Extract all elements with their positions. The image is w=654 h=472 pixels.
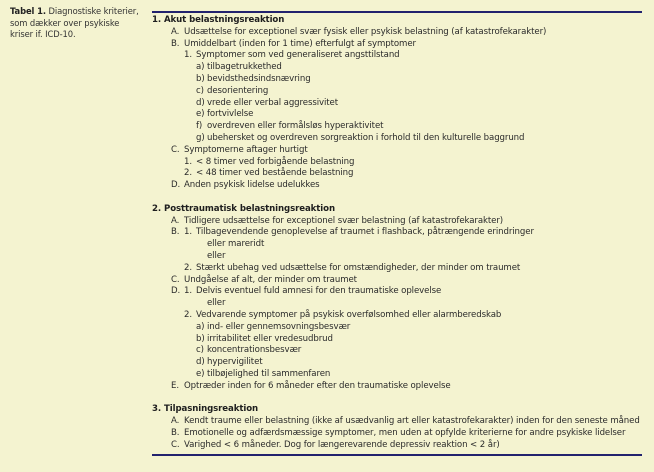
criterion-line bbox=[152, 133, 642, 145]
caption-text: Diagnostiske kriterier, som dækker over psykiske kriser if. ICD-10. bbox=[10, 6, 139, 40]
section-title: Tilpasningsreaktion bbox=[164, 404, 259, 415]
criterion-line bbox=[152, 74, 642, 86]
criterion-line bbox=[152, 310, 642, 322]
criterion-marker: 1. bbox=[184, 50, 192, 61]
section-heading bbox=[152, 15, 642, 27]
criterion-marker: b) bbox=[196, 73, 205, 84]
criterion-line bbox=[152, 109, 642, 121]
criterion-text: Vedvarende symptomer på psykisk overfølsomhed eller alarmberedskab bbox=[196, 309, 502, 320]
criterion-marker: a) bbox=[196, 62, 205, 73]
criterion-text: irritabilitet eller vredesudbrud bbox=[207, 333, 333, 344]
criterion-line bbox=[152, 334, 642, 346]
section-spacer bbox=[152, 192, 642, 204]
criterion-text: eller bbox=[207, 298, 226, 309]
criterion-line bbox=[152, 322, 642, 334]
criterion-text: overdreven eller formålsløs hyperaktivitet bbox=[207, 121, 384, 132]
criterion-marker: B. bbox=[171, 427, 180, 438]
criterion-marker: 1. bbox=[184, 156, 192, 167]
criterion-line bbox=[152, 286, 642, 298]
criteria-table bbox=[152, 15, 642, 451]
criterion-text: koncentrationsbesvær bbox=[207, 345, 302, 356]
criterion-marker: d) bbox=[196, 357, 205, 368]
criterion-text: Symptomer som ved generaliseret angsttilstand bbox=[196, 50, 400, 61]
criterion-text: Anden psykisk lidelse udelukkes bbox=[184, 180, 320, 191]
criterion-text: vrede eller verbal aggressivitet bbox=[207, 97, 339, 108]
criterion-line bbox=[152, 251, 642, 263]
criterion-text: eller bbox=[207, 250, 226, 261]
criterion-text: < 48 timer ved bestående belastning bbox=[196, 168, 354, 179]
criterion-marker: c) bbox=[196, 345, 204, 356]
criterion-line bbox=[152, 345, 642, 357]
criterion-marker: 2. bbox=[184, 309, 192, 320]
criterion-line bbox=[152, 86, 642, 98]
criterion-line bbox=[152, 428, 642, 440]
criterion-line bbox=[152, 275, 642, 287]
criterion-marker: 2. bbox=[184, 168, 192, 179]
criterion-line bbox=[152, 440, 642, 452]
criterion-text: hypervigilitet bbox=[207, 357, 263, 368]
section-title: Posttraumatisk belastningsreaktion bbox=[164, 203, 335, 214]
criterion-text: ind- eller gennemsovningsbesvær bbox=[207, 321, 351, 332]
criterion-line bbox=[152, 39, 642, 51]
criterion-sub-marker: 1. bbox=[184, 286, 192, 297]
criterion-text: Umiddelbart (inden for 1 time) efterfulgt af symptomer bbox=[184, 38, 416, 49]
criterion-text: fortvivlelse bbox=[207, 109, 254, 120]
criterion-text: Symptomerne aftager hurtigt bbox=[184, 144, 308, 155]
criterion-line bbox=[152, 381, 642, 393]
criterion-marker: D. bbox=[171, 180, 181, 191]
criterion-line bbox=[152, 239, 642, 251]
criterion-line bbox=[152, 168, 642, 180]
criterion-marker: 2. bbox=[184, 262, 192, 273]
criterion-text: eller mareridt bbox=[207, 239, 265, 250]
criterion-text: tilbagetrukkethed bbox=[207, 62, 282, 73]
criterion-line bbox=[152, 263, 642, 275]
criterion-marker: g) bbox=[196, 132, 205, 143]
top-rule bbox=[152, 11, 642, 13]
criterion-text: tilbøjelighed til sammenfaren bbox=[207, 368, 331, 379]
criterion-marker: B. bbox=[171, 38, 180, 49]
criterion-marker: e) bbox=[196, 368, 205, 379]
criterion-line bbox=[152, 62, 642, 74]
criterion-marker: C. bbox=[171, 274, 180, 285]
criterion-text: desorientering bbox=[207, 85, 269, 96]
criterion-line bbox=[152, 357, 642, 369]
criterion-marker: b) bbox=[196, 333, 205, 344]
criterion-marker: a) bbox=[196, 321, 205, 332]
criterion-text: Tidligere udsættelse for exceptionel svær belastning (af katastrofekarakter) bbox=[184, 215, 504, 226]
criterion-marker: A. bbox=[171, 416, 180, 427]
criterion-text: < 8 timer ved forbigående belastning bbox=[196, 156, 355, 167]
bottom-rule bbox=[152, 454, 642, 456]
criterion-text: bevidsthedsindsnævring bbox=[207, 73, 311, 84]
criterion-marker: C. bbox=[171, 144, 180, 155]
section-number: 3. bbox=[152, 404, 162, 415]
section-spacer bbox=[152, 393, 642, 405]
section-number: 1. bbox=[152, 15, 162, 25]
criterion-text: Kendt traume eller belastning (ikke af usædvanlig art eller katastrofekarakter) inden for den seneste måned bbox=[184, 416, 640, 427]
criterion-text: ubehersket og overdreven sorgreaktion i forhold til den kulturelle baggrund bbox=[207, 132, 525, 143]
criterion-marker: e) bbox=[196, 109, 205, 120]
table-caption bbox=[10, 6, 140, 41]
criterion-text: Udsættelse for exceptionel svær fysisk eller psykisk belastning (af katastrofekarakter) bbox=[184, 26, 547, 37]
criterion-marker: B. bbox=[171, 227, 180, 238]
section-heading bbox=[152, 404, 642, 416]
criterion-marker: d) bbox=[196, 97, 205, 108]
criterion-marker: E. bbox=[171, 380, 179, 391]
criterion-line bbox=[152, 50, 642, 62]
criterion-marker: A. bbox=[171, 215, 180, 226]
criterion-text: Varighed < 6 måneder. Dog for længerevarende depressiv reaktion < 2 år) bbox=[184, 439, 500, 450]
caption-label: Tabel 1. bbox=[10, 6, 46, 16]
criterion-text: Stærkt ubehag ved udsættelse for omstændigheder, der minder om traumet bbox=[196, 262, 521, 273]
criterion-line bbox=[152, 145, 642, 157]
criterion-line bbox=[152, 98, 642, 110]
criterion-text: Undgåelse af alt, der minder om traumet bbox=[184, 274, 357, 285]
criterion-text: Optræder inden for 6 måneder efter den traumatiske oplevelse bbox=[184, 380, 451, 391]
criterion-line bbox=[152, 216, 642, 228]
criterion-line bbox=[152, 27, 642, 39]
section-heading bbox=[152, 204, 642, 216]
criterion-marker: C. bbox=[171, 439, 180, 450]
section-title: Akut belastningsreaktion bbox=[164, 15, 285, 25]
criterion-marker: f) bbox=[196, 121, 203, 132]
criterion-marker: c) bbox=[196, 85, 204, 96]
criterion-line bbox=[152, 298, 642, 310]
criterion-marker: D. bbox=[171, 286, 181, 297]
criterion-line bbox=[152, 369, 642, 381]
criterion-text: Delvis eventuel fuld amnesi for den traumatiske oplevelse bbox=[196, 286, 442, 297]
criterion-line bbox=[152, 180, 642, 192]
criterion-line bbox=[152, 157, 642, 169]
criterion-sub-marker: 1. bbox=[184, 227, 192, 238]
criterion-line bbox=[152, 227, 642, 239]
criterion-line bbox=[152, 416, 642, 428]
criterion-line bbox=[152, 121, 642, 133]
criterion-text: Emotionelle og adfærdsmæssige symptomer, men uden at opfylde kriterierne for andre psykiske lidelser bbox=[184, 427, 626, 438]
section-number: 2. bbox=[152, 203, 162, 214]
criterion-marker: A. bbox=[171, 26, 180, 37]
criterion-text: Tilbagevendende genoplevelse af traumet i flashback, påtrængende erindringer bbox=[196, 227, 534, 238]
